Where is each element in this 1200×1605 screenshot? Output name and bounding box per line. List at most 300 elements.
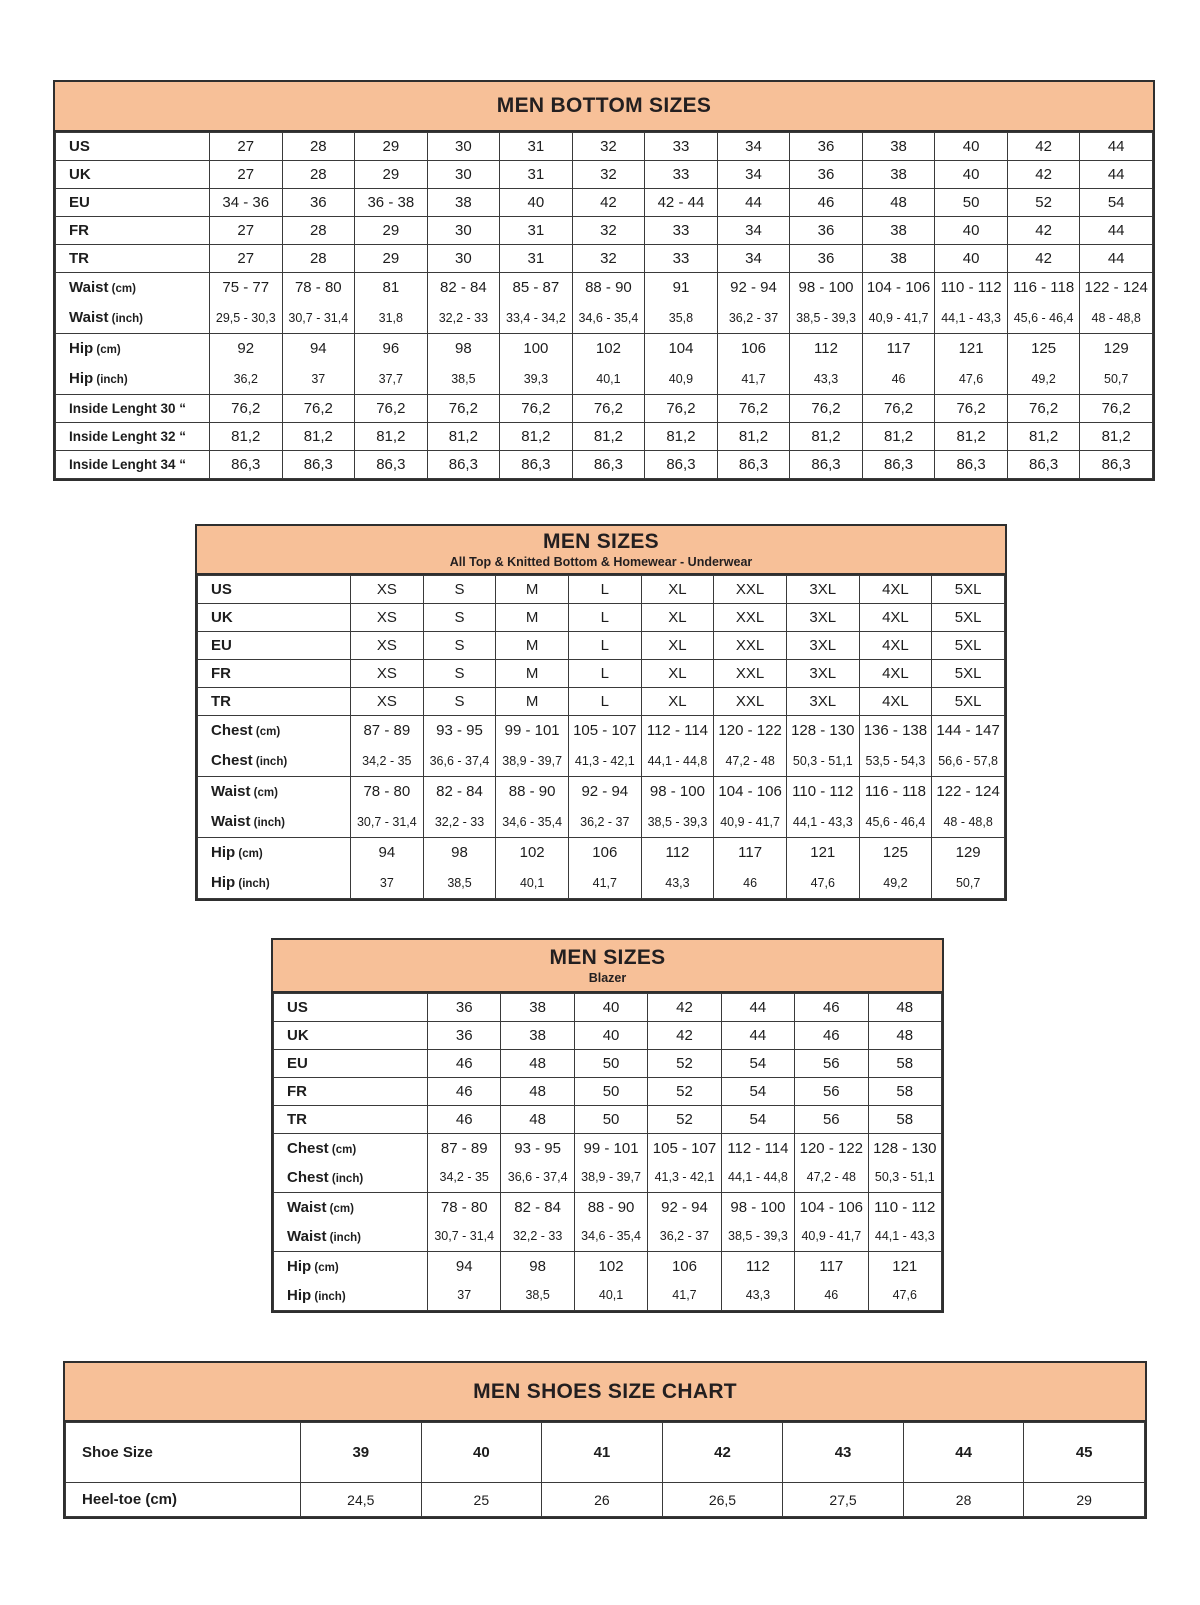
cell: 33 — [645, 133, 718, 161]
size-grid — [55, 132, 1153, 479]
cell: 75 - 77 29,5 - 30,3 — [210, 273, 283, 334]
cell: 27 — [210, 217, 283, 245]
cell: 76,2 — [1080, 395, 1153, 423]
cell: 76,2 — [572, 395, 645, 423]
cell: 44 — [1080, 217, 1153, 245]
cell: 78 - 80 30,7 - 31,4 — [351, 777, 424, 838]
cell: 48 — [868, 994, 941, 1022]
cell: M — [496, 660, 569, 688]
cell: 36 — [282, 189, 355, 217]
cell: 87 - 89 34,2 - 35 — [428, 1134, 501, 1193]
cell: 136 - 138 53,5 - 54,3 — [859, 716, 932, 777]
cell: 36 — [790, 161, 863, 189]
cell: 40 — [935, 245, 1008, 273]
cell: 42 — [648, 1022, 721, 1050]
cell: 110 - 112 44,1 - 43,3 — [868, 1193, 941, 1252]
cell: 44 — [717, 189, 790, 217]
row-label: UK — [56, 161, 210, 189]
cell: 45 — [1024, 1423, 1145, 1483]
cell: 31 — [500, 217, 573, 245]
cell: 106 41,7 — [568, 838, 641, 899]
cell: 88 - 90 34,6 - 35,4 — [572, 273, 645, 334]
cell: 33 — [645, 161, 718, 189]
table-row — [274, 994, 942, 1022]
table-row — [56, 189, 1153, 217]
cell: S — [423, 632, 496, 660]
cell: 34 — [717, 133, 790, 161]
cell: 106 41,7 — [648, 1252, 721, 1311]
cell: 98 - 100 38,5 - 39,3 — [641, 777, 714, 838]
cell: 54 — [1080, 189, 1153, 217]
cell: XS — [351, 632, 424, 660]
cell: XL — [641, 604, 714, 632]
table-title: MEN SIZES — [549, 945, 666, 969]
row-label: Hip (cm) Hip (inch) — [274, 1252, 428, 1311]
row-label: Chest (cm) Chest (inch) — [198, 716, 351, 777]
cell: 28 — [903, 1483, 1024, 1517]
cell: 102 40,1 — [496, 838, 569, 899]
cell: 43 — [783, 1423, 904, 1483]
cell: M — [496, 604, 569, 632]
cell: XXL — [714, 576, 787, 604]
cell: 56 — [795, 1078, 868, 1106]
cell: 42 — [662, 1423, 783, 1483]
cell: 5XL — [932, 688, 1005, 716]
size-grid — [197, 575, 1005, 899]
cell: 86,3 — [572, 451, 645, 479]
table-row — [274, 1134, 942, 1193]
cell: 76,2 — [645, 395, 718, 423]
table-row — [274, 1050, 942, 1078]
cell: 39 — [301, 1423, 422, 1483]
cell: 93 - 95 36,6 - 37,4 — [501, 1134, 574, 1193]
cell: 76,2 — [427, 395, 500, 423]
cell: 36 — [790, 133, 863, 161]
cell: 100 39,3 — [500, 334, 573, 395]
cell: S — [423, 576, 496, 604]
row-label: Inside Lenght 30 “ — [56, 395, 210, 423]
cell: 36 - 38 — [355, 189, 428, 217]
cell: 78 - 80 30,7 - 31,4 — [428, 1193, 501, 1252]
row-label: TR — [198, 688, 351, 716]
table-row — [66, 1423, 1145, 1483]
cell: 104 - 106 40,9 - 41,7 — [714, 777, 787, 838]
cell: 117 46 — [795, 1252, 868, 1311]
row-label: Shoe Size — [66, 1423, 301, 1483]
cell: 26 — [542, 1483, 663, 1517]
cell: XS — [351, 604, 424, 632]
men-bottom-sizes-table — [53, 80, 1155, 481]
cell: L — [568, 688, 641, 716]
cell: 44 — [721, 994, 794, 1022]
table-row — [198, 716, 1005, 777]
cell: 81,2 — [282, 423, 355, 451]
cell: XL — [641, 660, 714, 688]
cell: 81,2 — [790, 423, 863, 451]
cell: 4XL — [859, 632, 932, 660]
cell: 112 - 114 44,1 - 44,8 — [641, 716, 714, 777]
row-label: Hip (cm) Hip (inch) — [56, 334, 210, 395]
cell: 4XL — [859, 688, 932, 716]
cell: 52 — [648, 1078, 721, 1106]
cell: 31 — [500, 245, 573, 273]
cell: 117 46 — [862, 334, 935, 395]
table-row — [56, 451, 1153, 479]
cell: 86,3 — [645, 451, 718, 479]
cell: 86,3 — [717, 451, 790, 479]
row-label: FR — [274, 1078, 428, 1106]
cell: 32 — [572, 133, 645, 161]
cell: L — [568, 632, 641, 660]
cell: 28 — [282, 133, 355, 161]
cell: 52 — [1007, 189, 1080, 217]
cell: 30 — [427, 245, 500, 273]
cell: 44 — [903, 1423, 1024, 1483]
cell: 40 — [935, 217, 1008, 245]
table-row — [198, 660, 1005, 688]
cell: 76,2 — [862, 395, 935, 423]
table-row — [198, 688, 1005, 716]
table-row — [56, 217, 1153, 245]
men-shoes-size-table — [63, 1361, 1147, 1519]
cell: 5XL — [932, 604, 1005, 632]
cell: 86,3 — [862, 451, 935, 479]
cell: 48 — [862, 189, 935, 217]
cell: 81,2 — [500, 423, 573, 451]
cell: 28 — [282, 245, 355, 273]
cell: 36 — [790, 217, 863, 245]
cell: 76,2 — [210, 395, 283, 423]
cell: 26,5 — [662, 1483, 783, 1517]
cell: 30 — [427, 161, 500, 189]
cell: 3XL — [786, 688, 859, 716]
cell: 76,2 — [1007, 395, 1080, 423]
cell: 86,3 — [355, 451, 428, 479]
cell: 25 — [421, 1483, 542, 1517]
row-label: Inside Lenght 34 “ — [56, 451, 210, 479]
row-label: Inside Lenght 32 “ — [56, 423, 210, 451]
row-label: EU — [198, 632, 351, 660]
cell: 36 — [428, 994, 501, 1022]
cell: 94 37 — [282, 334, 355, 395]
cell: 40 — [574, 1022, 647, 1050]
cell: 110 - 112 44,1 - 43,3 — [935, 273, 1008, 334]
cell: 81,2 — [210, 423, 283, 451]
cell: 121 47,6 — [786, 838, 859, 899]
cell: 36 — [428, 1022, 501, 1050]
cell: 92 - 94 36,2 - 37 — [648, 1193, 721, 1252]
cell: 85 - 87 33,4 - 34,2 — [500, 273, 573, 334]
table-row — [56, 273, 1153, 334]
cell: 104 - 106 40,9 - 41,7 — [795, 1193, 868, 1252]
cell: 27 — [210, 161, 283, 189]
row-label: TR — [274, 1106, 428, 1134]
cell: 33 — [645, 245, 718, 273]
table-title: MEN BOTTOM SIZES — [496, 94, 712, 118]
cell: 42 — [1007, 217, 1080, 245]
cell: 98 - 100 38,5 - 39,3 — [790, 273, 863, 334]
cell: 46 — [428, 1050, 501, 1078]
row-label: FR — [56, 217, 210, 245]
cell: XL — [641, 576, 714, 604]
row-label: Hip (cm) Hip (inch) — [198, 838, 351, 899]
cell: 120 - 122 47,2 - 48 — [714, 716, 787, 777]
cell: 46 — [795, 994, 868, 1022]
cell: 31 — [500, 161, 573, 189]
cell: 116 - 118 45,6 - 46,4 — [1007, 273, 1080, 334]
cell: 29 — [355, 161, 428, 189]
cell: 112 43,3 — [721, 1252, 794, 1311]
table-row — [198, 777, 1005, 838]
cell: 50 — [935, 189, 1008, 217]
cell: 24,5 — [301, 1483, 422, 1517]
cell: 99 - 101 38,9 - 39,7 — [496, 716, 569, 777]
row-label: EU — [274, 1050, 428, 1078]
cell: 42 - 44 — [645, 189, 718, 217]
cell: 81,2 — [1007, 423, 1080, 451]
cell: 54 — [721, 1050, 794, 1078]
table-header — [55, 82, 1153, 132]
cell: 129 50,7 — [932, 838, 1005, 899]
cell: 76,2 — [717, 395, 790, 423]
cell: XXL — [714, 688, 787, 716]
cell: 42 — [1007, 245, 1080, 273]
row-label: US — [274, 994, 428, 1022]
cell: 3XL — [786, 632, 859, 660]
cell: 116 - 118 45,6 - 46,4 — [859, 777, 932, 838]
table-row — [56, 133, 1153, 161]
cell: XL — [641, 688, 714, 716]
cell: 27 — [210, 245, 283, 273]
cell: 50 — [574, 1078, 647, 1106]
cell: 34 - 36 — [210, 189, 283, 217]
cell: 54 — [721, 1106, 794, 1134]
row-label: TR — [56, 245, 210, 273]
cell: 128 - 130 50,3 - 51,1 — [786, 716, 859, 777]
size-grid — [273, 993, 942, 1311]
cell: 88 - 90 34,6 - 35,4 — [574, 1193, 647, 1252]
cell: 76,2 — [355, 395, 428, 423]
cell: 56 — [795, 1050, 868, 1078]
cell: 38 — [862, 245, 935, 273]
cell: 50 — [574, 1050, 647, 1078]
cell: 27,5 — [783, 1483, 904, 1517]
cell: XXL — [714, 604, 787, 632]
cell: 36 — [790, 245, 863, 273]
cell: 86,3 — [427, 451, 500, 479]
table-row — [56, 161, 1153, 189]
table-row — [274, 1106, 942, 1134]
cell: XS — [351, 688, 424, 716]
table-row — [198, 576, 1005, 604]
cell: 32 — [572, 161, 645, 189]
cell: 76,2 — [282, 395, 355, 423]
row-label: Waist (cm) Waist (inch) — [198, 777, 351, 838]
cell: 76,2 — [935, 395, 1008, 423]
cell: 46 — [790, 189, 863, 217]
cell: 104 40,9 — [645, 334, 718, 395]
cell: 40 — [574, 994, 647, 1022]
cell: 56 — [795, 1106, 868, 1134]
cell: 98 38,5 — [423, 838, 496, 899]
cell: 30 — [427, 217, 500, 245]
cell: 86,3 — [500, 451, 573, 479]
cell: S — [423, 660, 496, 688]
cell: 48 — [501, 1078, 574, 1106]
table-subtitle: All Top & Knitted Bottom & Homewear - Underwear — [449, 555, 753, 570]
cell: 81,2 — [645, 423, 718, 451]
cell: 40 — [500, 189, 573, 217]
cell: 52 — [648, 1050, 721, 1078]
cell: 5XL — [932, 660, 1005, 688]
cell: 30 — [427, 133, 500, 161]
cell: 29 — [355, 133, 428, 161]
cell: 29 — [355, 217, 428, 245]
cell: XS — [351, 576, 424, 604]
cell: 46 — [795, 1022, 868, 1050]
cell: 38 — [862, 133, 935, 161]
table-row — [198, 604, 1005, 632]
cell: 4XL — [859, 604, 932, 632]
cell: 86,3 — [1080, 451, 1153, 479]
cell: 58 — [868, 1078, 941, 1106]
cell: 129 50,7 — [1080, 334, 1153, 395]
cell: 4XL — [859, 576, 932, 604]
table-row — [274, 1022, 942, 1050]
cell: 38 — [862, 161, 935, 189]
cell: 117 46 — [714, 838, 787, 899]
row-label: Chest (cm) Chest (inch) — [274, 1134, 428, 1193]
cell: 121 47,6 — [935, 334, 1008, 395]
cell: 112 43,3 — [790, 334, 863, 395]
cell: 81,2 — [1080, 423, 1153, 451]
cell: 96 37,7 — [355, 334, 428, 395]
cell: 125 49,2 — [859, 838, 932, 899]
cell: 38 — [501, 994, 574, 1022]
cell: 29 — [1024, 1483, 1145, 1517]
cell: 102 40,1 — [572, 334, 645, 395]
cell: M — [496, 576, 569, 604]
row-label: US — [56, 133, 210, 161]
table-row — [274, 1193, 942, 1252]
cell: 106 41,7 — [717, 334, 790, 395]
row-label: FR — [198, 660, 351, 688]
cell: 98 38,5 — [501, 1252, 574, 1311]
cell: 50 — [574, 1106, 647, 1134]
cell: 92 36,2 — [210, 334, 283, 395]
table-row — [198, 838, 1005, 899]
cell: 112 43,3 — [641, 838, 714, 899]
cell: 125 49,2 — [1007, 334, 1080, 395]
cell: 27 — [210, 133, 283, 161]
cell: 86,3 — [210, 451, 283, 479]
cell: 105 - 107 41,3 - 42,1 — [648, 1134, 721, 1193]
cell: 94 37 — [351, 838, 424, 899]
cell: 4XL — [859, 660, 932, 688]
cell: 112 - 114 44,1 - 44,8 — [721, 1134, 794, 1193]
cell: 44 — [1080, 245, 1153, 273]
cell: 102 40,1 — [574, 1252, 647, 1311]
cell: 29 — [355, 245, 428, 273]
table-row — [66, 1483, 1145, 1517]
cell: 48 — [501, 1050, 574, 1078]
table-row — [274, 1252, 942, 1311]
table-row — [56, 395, 1153, 423]
cell: 3XL — [786, 576, 859, 604]
cell: 34 — [717, 217, 790, 245]
cell: 81,2 — [862, 423, 935, 451]
cell: 88 - 90 34,6 - 35,4 — [496, 777, 569, 838]
cell: 38 — [501, 1022, 574, 1050]
cell: 41 — [542, 1423, 663, 1483]
table-row — [56, 334, 1153, 395]
size-grid — [65, 1422, 1145, 1517]
cell: 44 — [1080, 133, 1153, 161]
cell: 76,2 — [790, 395, 863, 423]
cell: 38 — [427, 189, 500, 217]
cell: 81,2 — [355, 423, 428, 451]
cell: 86,3 — [790, 451, 863, 479]
cell: 98 38,5 — [427, 334, 500, 395]
table-header — [65, 1363, 1145, 1422]
cell: M — [496, 688, 569, 716]
row-label: Heel-toe (cm) — [66, 1483, 301, 1517]
cell: XXL — [714, 632, 787, 660]
cell: 38 — [862, 217, 935, 245]
cell: 54 — [721, 1078, 794, 1106]
cell: 52 — [648, 1106, 721, 1134]
table-row — [198, 632, 1005, 660]
row-label: Waist (cm) Waist (inch) — [274, 1193, 428, 1252]
cell: 32 — [572, 245, 645, 273]
cell: 58 — [868, 1106, 941, 1134]
cell: 78 - 80 30,7 - 31,4 — [282, 273, 355, 334]
cell: 40 — [935, 133, 1008, 161]
cell: XXL — [714, 660, 787, 688]
cell: 91 35,8 — [645, 273, 718, 334]
cell: 94 37 — [428, 1252, 501, 1311]
table-subtitle: Blazer — [588, 971, 627, 986]
cell: 86,3 — [935, 451, 1008, 479]
cell: 40 — [935, 161, 1008, 189]
table-header — [197, 526, 1005, 575]
cell: 121 47,6 — [868, 1252, 941, 1311]
cell: 44 — [721, 1022, 794, 1050]
cell: 3XL — [786, 604, 859, 632]
table-title: MEN SHOES SIZE CHART — [473, 1379, 737, 1403]
cell: 120 - 122 47,2 - 48 — [795, 1134, 868, 1193]
cell: 110 - 112 44,1 - 43,3 — [786, 777, 859, 838]
row-label: EU — [56, 189, 210, 217]
men-sizes-top-table — [195, 524, 1007, 901]
cell: 5XL — [932, 632, 1005, 660]
row-label: UK — [198, 604, 351, 632]
cell: 104 - 106 40,9 - 41,7 — [862, 273, 935, 334]
cell: 93 - 95 36,6 - 37,4 — [423, 716, 496, 777]
cell: 28 — [282, 161, 355, 189]
cell: 46 — [428, 1078, 501, 1106]
cell: 81 31,8 — [355, 273, 428, 334]
cell: 98 - 100 38,5 - 39,3 — [721, 1193, 794, 1252]
table-row — [56, 423, 1153, 451]
men-sizes-blazer-table — [271, 938, 944, 1313]
row-label: UK — [274, 1022, 428, 1050]
cell: 82 - 84 32,2 - 33 — [423, 777, 496, 838]
cell: 99 - 101 38,9 - 39,7 — [574, 1134, 647, 1193]
cell: 34 — [717, 161, 790, 189]
cell: XS — [351, 660, 424, 688]
cell: 33 — [645, 217, 718, 245]
